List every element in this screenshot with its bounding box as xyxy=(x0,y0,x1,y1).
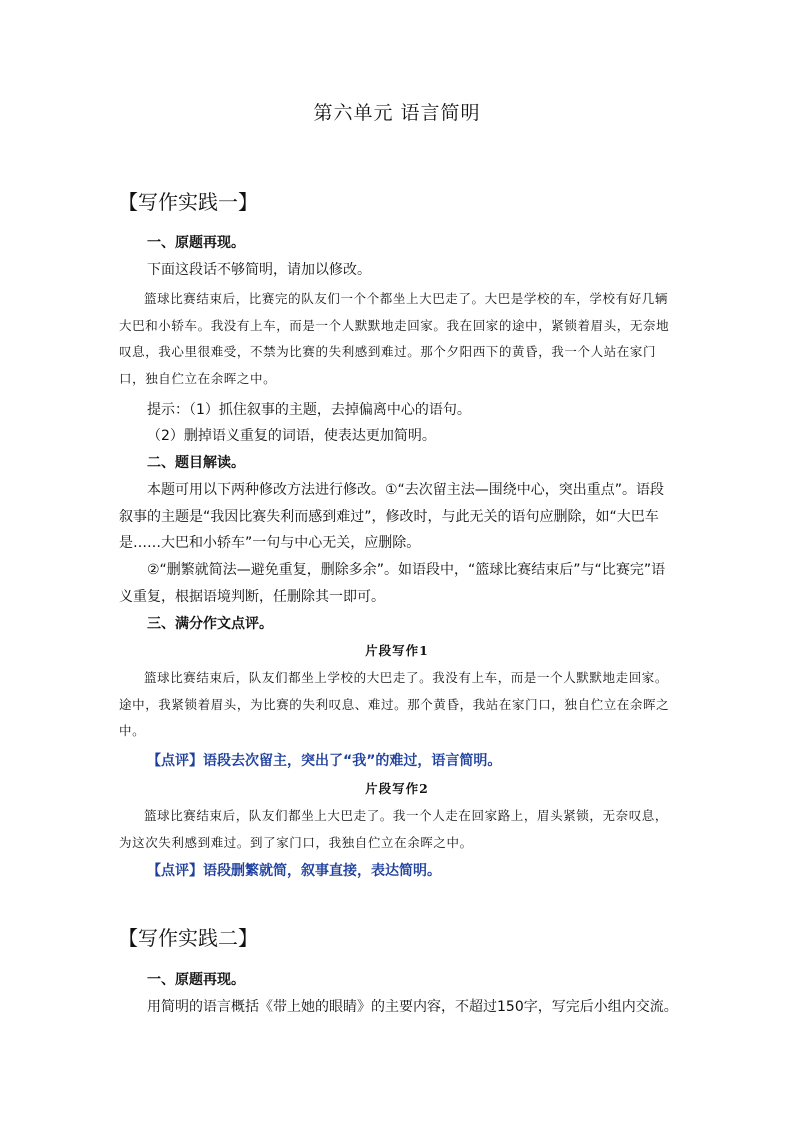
comment-1 xyxy=(119,748,678,775)
sample1-text: 篮球比赛结束后，队友们都坐上学校的大巴走了。我没有上车，而是一个人默默地走回家。途中，我紧锁着眉头，为比赛的失利叹息、难过。那个黄昏，我站在家门口，独自伫立在余晖之中。 xyxy=(119,670,670,738)
practice2-heading: 【写作实践二】 xyxy=(118,926,258,950)
practice2-task: 用简明的语言概括《带上她的眼睛》的主要内容，不超过150字，写完后小组内交流。 xyxy=(147,999,678,1015)
practice1-s2-heading: 二、题目解读。 xyxy=(147,455,245,471)
practice1-s3-heading: 三、满分作文点评。 xyxy=(147,616,273,632)
practice1-heading: 【写作实践一】 xyxy=(118,190,258,214)
sample2-title: 片段写作2 xyxy=(365,781,429,796)
page-title: 第六单元 语言简明 xyxy=(313,102,481,124)
comment2-tag: 【点评】 xyxy=(147,863,203,879)
sample1-title: 片段写作1 xyxy=(365,643,429,658)
practice1-task: 下面这段话不够简明，请加以修改。 xyxy=(147,262,371,278)
practice1-s1-heading: 一、原题再现。 xyxy=(147,235,245,251)
analysis-2: ②“删繁就简法—避免重复，删除多余”。如语段中，“篮球比赛结束后”与“比赛完”语义重复，根据语境判断，任删除其一即可。 xyxy=(119,562,666,605)
practice2-s1-heading: 一、原题再现。 xyxy=(147,972,245,988)
hint-1: 提示：（1）抓住叙事的主题，去掉偏离中心的语句。 xyxy=(147,402,471,418)
comment2-text: 语段删繁就简，叙事直接，表达简明。 xyxy=(203,863,441,879)
original-passage: 篮球比赛结束后，比赛完的队友们一个个都坐上大巴走了。大巴是学校的车，学校有好几辆大巴和小轿车。我没有上车，而是一个人默默地走回家。我在回家的途中，紧锁着眉头，无奈地叹息，我心里很难受，不禁为比赛的失利感到难过。那个夕阳西下的黄昏，我一个人站在家门口，独自伫立在余晖之中。 xyxy=(119,291,670,386)
comment1-text: 语段去次留主，突出了“我”的难过，语言简明。 xyxy=(203,753,502,769)
analysis-1: 本题可用以下两种修改方法进行修改。①“去次留主法—围绕中心，突出重点”。语段叙事的主题是“我因比赛失利而感到难过”，修改时，与此无关的语句应删除，如“大巴车是……大巴和小轿车”一句与中心无关，应删除。 xyxy=(119,482,665,551)
hint-2: （2）删掉语义重复的词语，使表达更加简明。 xyxy=(147,428,436,444)
comment-2 xyxy=(119,858,678,885)
sample2-text: 篮球比赛结束后，队友们都坐上大巴走了。我一个人走在回家路上，眉头紧锁，无奈叹息，为这次失利感到难过。到了家门口，我独自伫立在余晖之中。 xyxy=(119,808,669,850)
comment1-tag: 【点评】 xyxy=(147,753,203,769)
